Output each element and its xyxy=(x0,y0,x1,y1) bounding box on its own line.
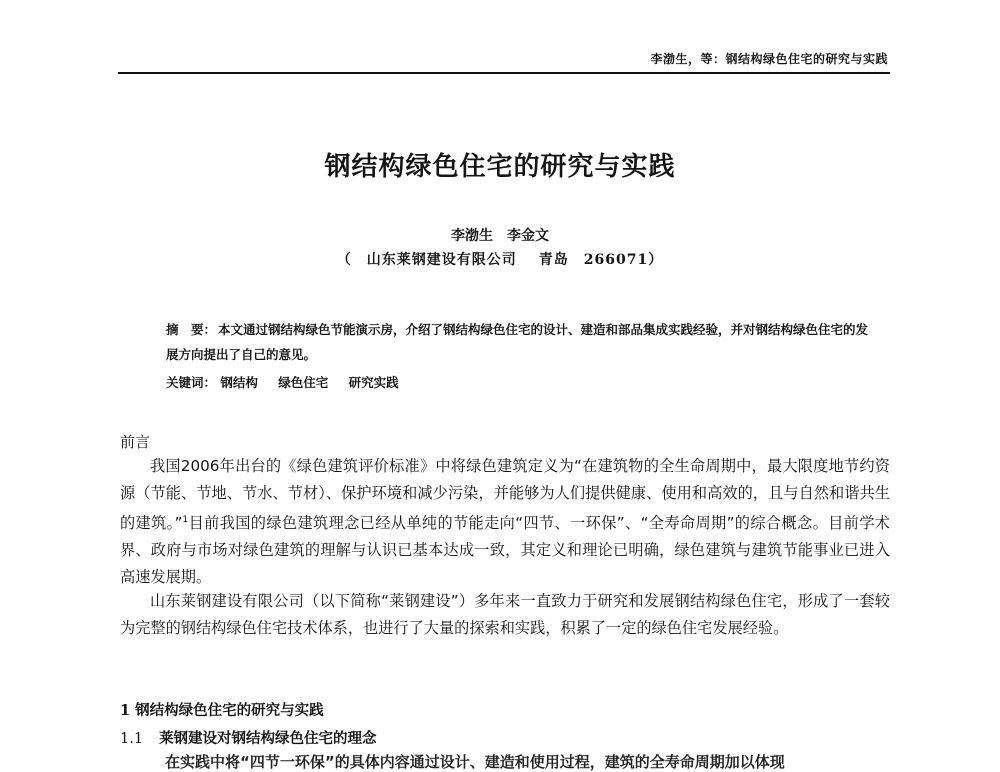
section-1-1-heading xyxy=(120,727,377,748)
section-1-1-number: 1.1 xyxy=(120,731,144,747)
running-head: 李渤生，等：钢结构绿色住宅的研究与实践 xyxy=(650,52,888,66)
paper-title: 钢结构绿色住宅的研究与实践 xyxy=(324,152,676,182)
affiliation xyxy=(0,249,1000,269)
partially-visible-line: 在实践中将“四节一环保”的具体内容通过设计、建造和使用过程，建筑的全寿命周期加以体现 xyxy=(165,753,785,771)
paragraph-1-text: 我国2006年出台的《绿色建筑评价标准》中将绿色建筑定义为“在建筑物的全生命周期中，最大限度地节约资源（节能、节地、节水、节材）、保护环境和减少污染，并能够为人们提供健康、使用和高效的，且与自然和谐共生的建筑。” xyxy=(120,457,890,533)
keywords xyxy=(166,373,415,391)
abstract-text: 本文通过钢结构绿色节能演示房，介绍了钢结构绿色住宅的设计、建造和部品集成实践经验，并对钢结构绿色住宅的发展方向提出了自己的意见。 xyxy=(166,322,869,362)
paragraph-2: 山东莱钢建设有限公司（以下简称“莱钢建设”）多年来一直致力于研究和发展钢结构绿色住宅，形成了一套较为完整的钢结构绿色住宅技术体系，也进行了大量的探索和实践，积累了一定的绿色住宅发展经验。 xyxy=(120,592,890,637)
abstract-label: 摘 要： xyxy=(166,322,217,337)
paragraph-1-text-cont: 目前我国的绿色建筑理念已经从单纯的节能走向“四节、一环保”、“全寿命周期”的综合概念。目前学术界、政府与市场对绿色建筑的理解与认识已基本达成一致，其定义和理论已明确，绿色建筑与建筑节能事业已进入高速发展期。 xyxy=(120,514,890,587)
keyword: 绿色住宅 xyxy=(278,375,329,390)
section-1-heading: 1 钢结构绿色住宅的研究与实践 xyxy=(120,702,324,719)
section-1-1-title: 莱钢建设对钢结构绿色住宅的理念 xyxy=(159,730,377,747)
authors: 李渤生 李金文 xyxy=(451,228,549,244)
section-preface-heading: 前言 xyxy=(120,433,151,451)
keyword: 钢结构 xyxy=(220,375,258,390)
header-rule xyxy=(118,72,890,74)
affiliation-org: （ 山东莱钢建设有限公司 xyxy=(336,252,517,268)
abstract xyxy=(166,317,870,367)
paragraph-1 xyxy=(120,453,890,591)
reference-marker: 1 xyxy=(182,515,189,525)
affiliation-city: 青岛 266071） xyxy=(538,252,664,268)
keyword: 研究实践 xyxy=(348,375,399,390)
keywords-label: 关键词： xyxy=(166,375,217,390)
